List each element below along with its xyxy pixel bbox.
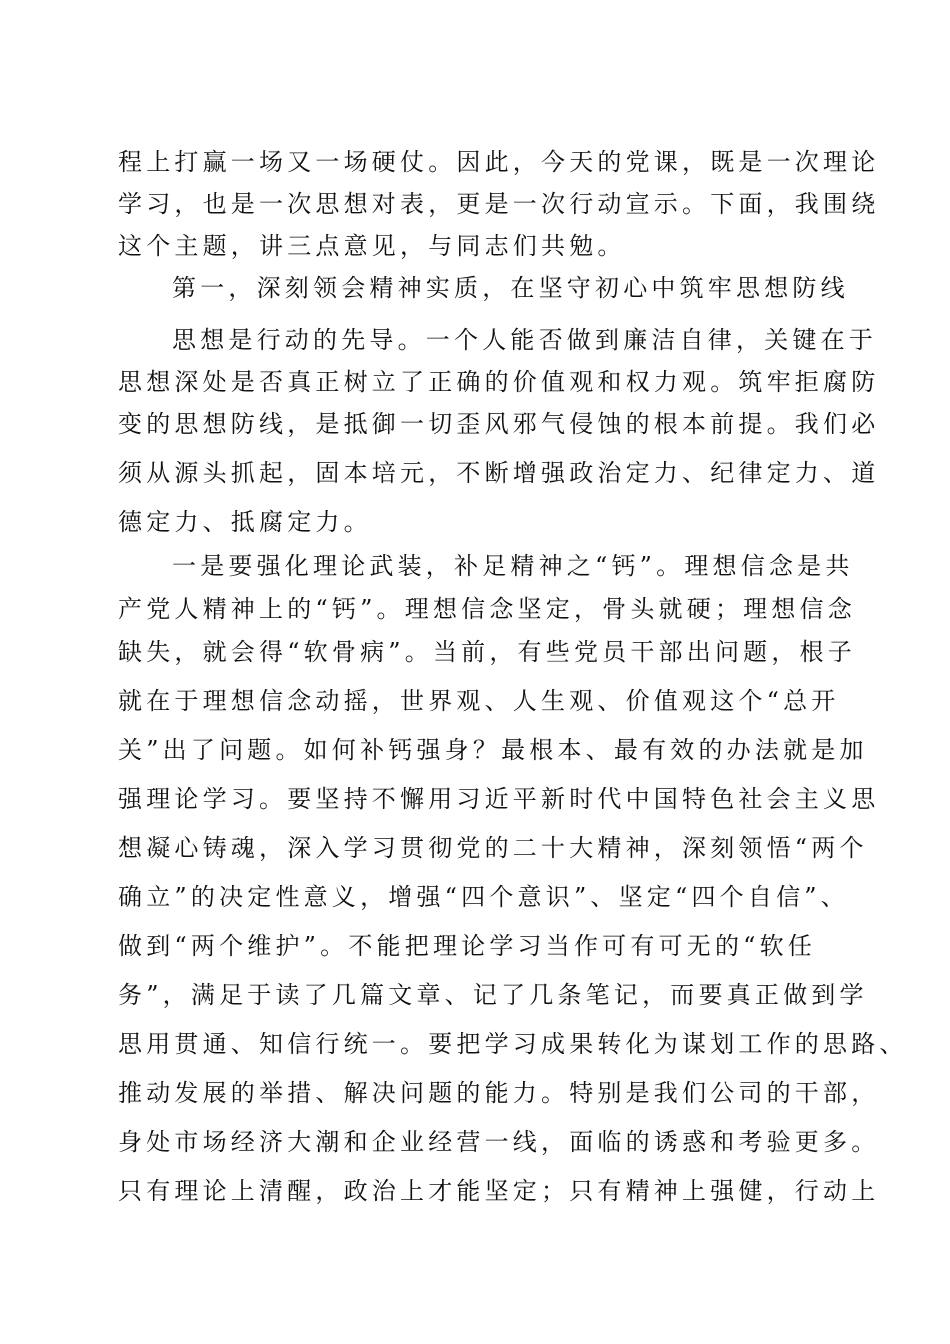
text-line: 思想深处是否真正树立了正确的价值观和权力观。筑牢拒腐防 [118, 368, 880, 396]
text-line: 一是要强化理论武装，补足精神之“钙”。理想信念是共 [172, 552, 854, 580]
text-line: 身处市场经济大潮和企业经营一线，面临的诱惑和考验更多。 [118, 1128, 880, 1156]
text-line: 须从源头抓起，固本培元，不断增强政治定力、纪律定力、道 [118, 459, 880, 487]
text-line: 德定力、抵腐定力。 [118, 508, 372, 536]
text-line: 推动发展的举措、解决问题的能力。特别是我们公司的干部， [118, 1079, 880, 1107]
text-line: 缺失，就会得“软骨病”。当前，有些党员干部出问题，根子 [118, 638, 856, 666]
text-line: 程上打赢一场又一场硬仗。因此，今天的党课，既是一次理论 [118, 148, 880, 176]
text-line: 学习，也是一次思想对表，更是一次行动宣示。下面，我围绕 [118, 190, 880, 218]
section-heading: 第一，深刻领会精神实质，在坚守初心中筑牢思想防线 [172, 274, 849, 302]
text-line: 产党人精神上的“钙”。理想信念坚定，骨头就硬；理想信念 [118, 595, 856, 623]
text-line: 务”，满足于读了几篇文章、记了几条笔记，而要真正做到学 [118, 981, 868, 1009]
text-line: 这个主题，讲三点意见，与同志们共勉。 [118, 232, 626, 260]
text-line: 思用贯通、知信行统一。要把学习成果转化为谋划工作的思路、 [118, 1030, 908, 1058]
text-line: 确立”的决定性意义，增强“四个意识”、坚定“四个自信”、 [118, 883, 849, 911]
text-line: 思想是行动的先导。一个人能否做到廉洁自律，关键在于 [172, 326, 877, 354]
text-line: 就在于理想信念动摇，世界观、人生观、价值观这个“总开 [118, 687, 840, 715]
text-line: 想凝心铸魂，深入学习贯彻党的二十大精神，深刻领悟“两个 [118, 834, 868, 862]
text-line: 变的思想防线，是抵御一切歪风邪气侵蚀的根本前提。我们必 [118, 410, 880, 438]
text-line: 做到“两个维护”。不能把理论学习当作可有可无的“软任 [118, 932, 817, 960]
text-line: 只有理论上清醒，政治上才能坚定；只有精神上强健，行动上 [118, 1177, 880, 1205]
text-line: 强理论学习。要坚持不懈用习近平新时代中国特色社会主义思 [118, 785, 880, 813]
text-line: 关”出了问题。如何补钙强身？最根本、最有效的办法就是加 [118, 736, 868, 764]
